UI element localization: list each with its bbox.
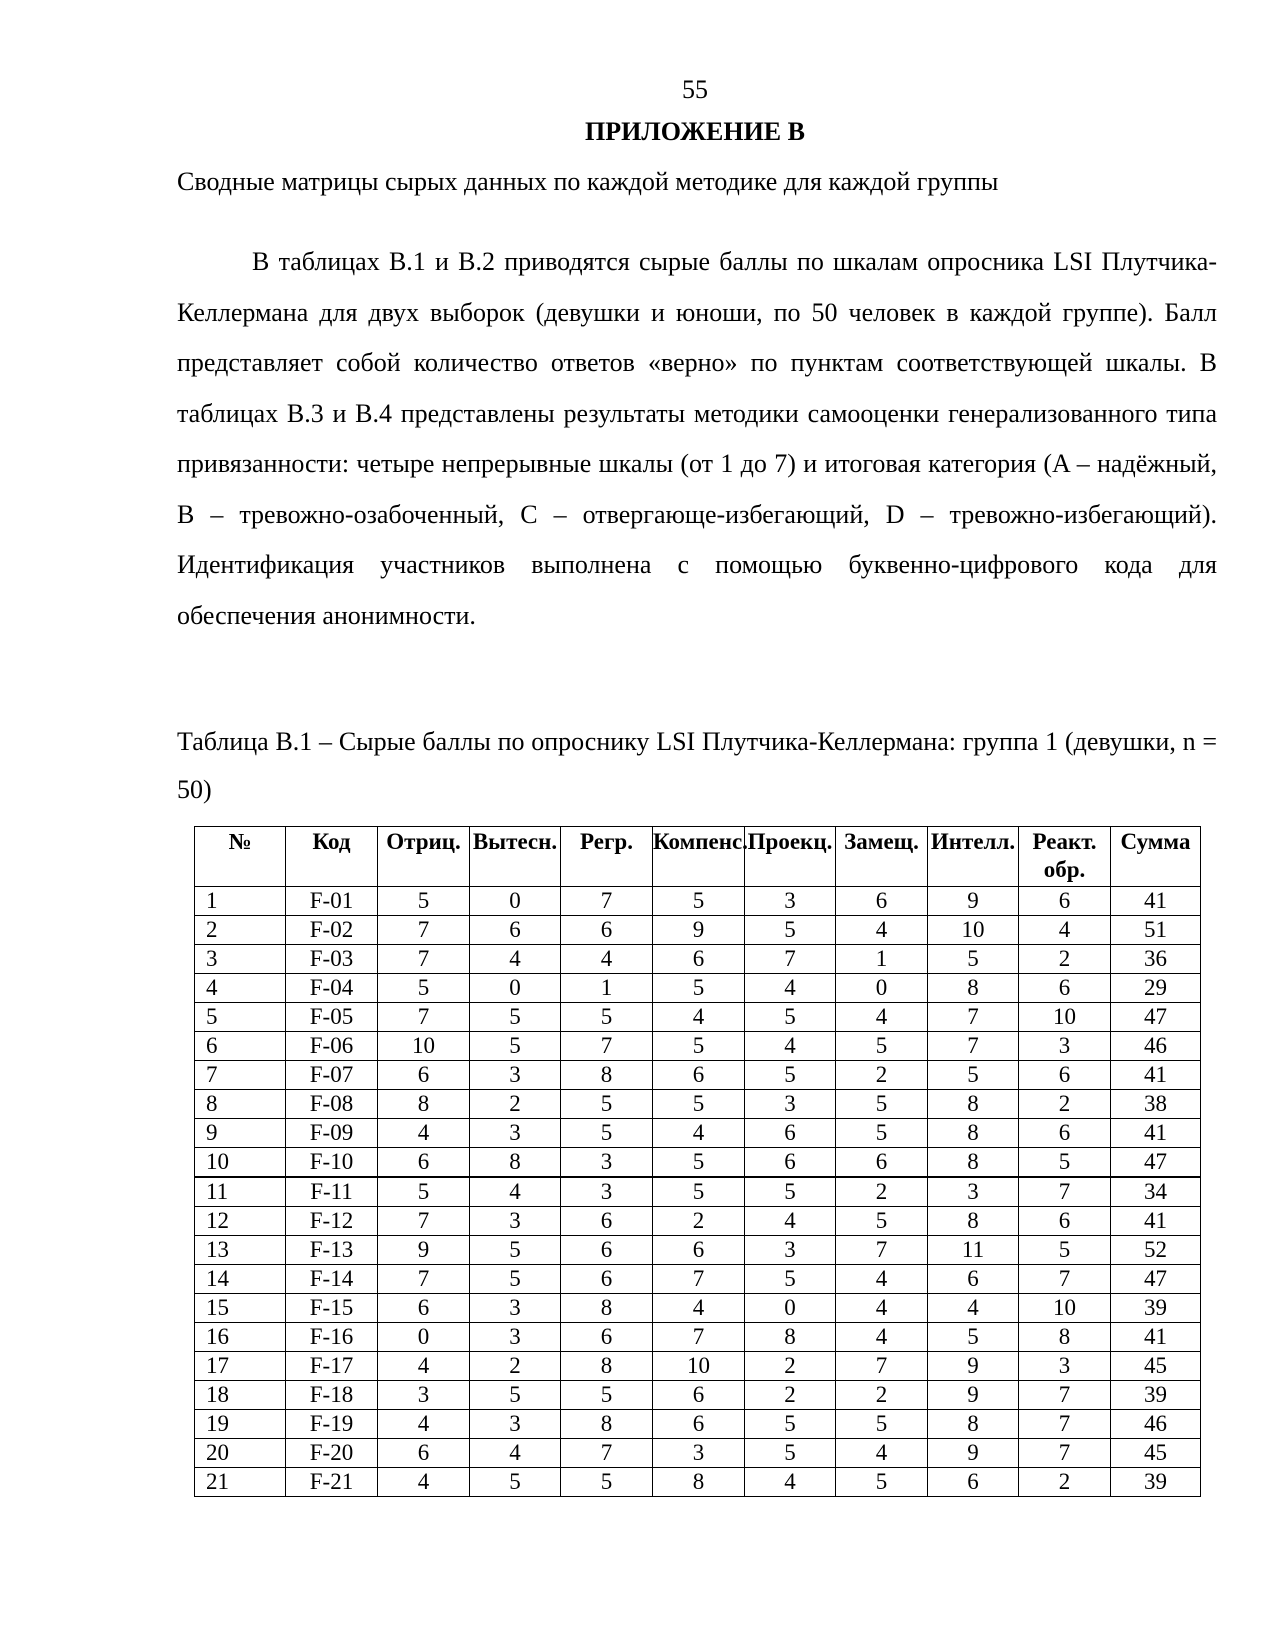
table-cell: 7: [1019, 1439, 1111, 1468]
col-header-intellectualization: Интелл.: [928, 827, 1019, 887]
table-cell: 16: [195, 1323, 286, 1352]
table-cell: 3: [1019, 1032, 1111, 1061]
col-header-repression: Вытесн.: [470, 827, 561, 887]
table-cell: 8: [561, 1294, 653, 1323]
table-cell: 8: [928, 1119, 1019, 1148]
table-cell: 6: [470, 916, 561, 945]
table-cell: 5: [195, 1003, 286, 1032]
table-cell: 6: [1019, 1119, 1111, 1148]
table-cell: 2: [836, 1177, 928, 1207]
table-cell: 0: [378, 1323, 470, 1352]
table-cell: 6: [653, 1236, 745, 1265]
table-row: [195, 1439, 1201, 1468]
table-cell: 5: [470, 1265, 561, 1294]
table-cell: 7: [1019, 1381, 1111, 1410]
table-cell: 5: [928, 945, 1019, 974]
table-cell: 4: [745, 1032, 836, 1061]
table-cell: 17: [195, 1352, 286, 1381]
table-cell: 39: [1111, 1294, 1201, 1323]
col-header-sum: Сумма: [1111, 827, 1201, 887]
table-cell: 4: [378, 1119, 470, 1148]
col-header-projection: Проекц.: [745, 827, 836, 887]
col-header-compensation: Компенс.: [653, 827, 745, 887]
table-cell: 8: [928, 1207, 1019, 1236]
table-row: [195, 1090, 1201, 1119]
table-cell: 7: [836, 1236, 928, 1265]
table-cell: 9: [928, 1439, 1019, 1468]
table-cell: 1: [561, 974, 653, 1003]
table-cell: 6: [378, 1439, 470, 1468]
table-cell: 2: [1019, 945, 1111, 974]
table-cell: 3: [470, 1294, 561, 1323]
table-cell: 3: [470, 1410, 561, 1439]
table-cell: 8: [195, 1090, 286, 1119]
table-cell: 10: [378, 1032, 470, 1061]
table-cell: F-03: [286, 945, 378, 974]
table-cell: 5: [836, 1410, 928, 1439]
table-row: [195, 887, 1201, 916]
table-cell: 10: [1019, 1294, 1111, 1323]
table-row: [195, 1119, 1201, 1148]
table-cell: 5: [745, 1061, 836, 1090]
table-cell: 45: [1111, 1439, 1201, 1468]
table-cell: 7: [195, 1061, 286, 1090]
table-cell: 4: [836, 1294, 928, 1323]
table-cell: 5: [653, 1090, 745, 1119]
table-row: [195, 916, 1201, 945]
table-row: [195, 1265, 1201, 1294]
table-cell: 8: [928, 974, 1019, 1003]
table-cell: 41: [1111, 1061, 1201, 1090]
table-cell: 4: [653, 1003, 745, 1032]
table-cell: 45: [1111, 1352, 1201, 1381]
table-cell: 5: [745, 1177, 836, 1207]
table-cell: 5: [470, 1003, 561, 1032]
table-cell: 2: [1019, 1090, 1111, 1119]
table-cell: 3: [1019, 1352, 1111, 1381]
table-cell: 9: [195, 1119, 286, 1148]
table-cell: 5: [836, 1032, 928, 1061]
intro-paragraph: В таблицах В.1 и В.2 приводятся сырые баллы по шкалам опросника LSI Плутчика-Келлермана для двух выборок (девушки и юноши, по 50 человек в каждой группе). Балл представляет собой количество ответов «верно» по пунктам соответствующей шкалы. В таблицах В.3 и В.4 представлены результаты методики самооценки генерализованного типа привязанности: четыре непрерывные шкалы (от 1 до 7) и итоговая категория (A – надёжный, B – тревожно-озабоченный, C – отвергающе-избегающий, D – тревожно-избегающий). Идентификация участников выполнена с помощью буквенно-цифрового кода для обеспечения анонимности.: [177, 247, 1217, 630]
table-cell: 2: [195, 916, 286, 945]
table-cell: 4: [1019, 916, 1111, 945]
table-cell: 18: [195, 1381, 286, 1410]
table-cell: F-01: [286, 887, 378, 916]
col-header-denial: Отриц.: [378, 827, 470, 887]
table-cell: 6: [378, 1061, 470, 1090]
table-cell: F-08: [286, 1090, 378, 1119]
table-cell: 6: [653, 1410, 745, 1439]
table-cell: 7: [1019, 1177, 1111, 1207]
table-cell: 3: [470, 1323, 561, 1352]
table-cell: 5: [745, 916, 836, 945]
table-cell: 5: [653, 887, 745, 916]
table-cell: 20: [195, 1439, 286, 1468]
table-cell: 3: [928, 1177, 1019, 1207]
table-cell: F-17: [286, 1352, 378, 1381]
table-cell: 6: [378, 1148, 470, 1178]
table-cell: 2: [836, 1381, 928, 1410]
table-cell: 3: [561, 1148, 653, 1178]
table-cell: 3: [745, 1236, 836, 1265]
table-cell: 38: [1111, 1090, 1201, 1119]
table-cell: 4: [378, 1352, 470, 1381]
table-cell: F-06: [286, 1032, 378, 1061]
table-cell: 8: [745, 1323, 836, 1352]
table-cell: 2: [836, 1061, 928, 1090]
table-cell: 8: [561, 1352, 653, 1381]
table-cell: 39: [1111, 1381, 1201, 1410]
table-cell: 9: [378, 1236, 470, 1265]
table-cell: 5: [561, 1468, 653, 1497]
table-cell: 5: [561, 1381, 653, 1410]
table-cell: F-10: [286, 1148, 378, 1178]
table-cell: 2: [470, 1352, 561, 1381]
col-header-number: №: [195, 827, 286, 887]
table-cell: 46: [1111, 1032, 1201, 1061]
table-row: [195, 1148, 1201, 1178]
table-cell: 0: [470, 887, 561, 916]
table-cell: 5: [378, 974, 470, 1003]
col-header-code: Код: [286, 827, 378, 887]
table-cell: 12: [195, 1207, 286, 1236]
table-row: [195, 1236, 1201, 1265]
table-cell: 5: [653, 1148, 745, 1178]
table-cell: 0: [745, 1294, 836, 1323]
table-cell: 10: [1019, 1003, 1111, 1032]
table-cell: 11: [195, 1177, 286, 1207]
table-cell: 7: [378, 1207, 470, 1236]
table-cell: 5: [745, 1265, 836, 1294]
table-cell: 7: [1019, 1410, 1111, 1439]
table-cell: 6: [378, 1294, 470, 1323]
table-cell: 4: [928, 1294, 1019, 1323]
table-cell: 3: [561, 1177, 653, 1207]
table-cell: 5: [928, 1061, 1019, 1090]
table-cell: 7: [653, 1323, 745, 1352]
table-cell: 4: [378, 1410, 470, 1439]
table-cell: 4: [470, 945, 561, 974]
table-cell: F-14: [286, 1265, 378, 1294]
table-cell: 5: [470, 1381, 561, 1410]
table-caption: Таблица В.1 – Сырые баллы по опроснику LSI Плутчика-Келлермана: группа 1 (девушки, n = 50): [177, 727, 1217, 804]
table-cell: 8: [561, 1061, 653, 1090]
table-cell: 9: [928, 1352, 1019, 1381]
table-row: [195, 1207, 1201, 1236]
table-cell: 2: [653, 1207, 745, 1236]
table-cell: 4: [745, 1468, 836, 1497]
table-cell: 7: [561, 1439, 653, 1468]
table-cell: 5: [561, 1003, 653, 1032]
table-cell: 2: [745, 1352, 836, 1381]
page-number: 55: [682, 75, 708, 104]
table-cell: 5: [470, 1032, 561, 1061]
table-cell: 2: [1019, 1468, 1111, 1497]
table-cell: 6: [195, 1032, 286, 1061]
table-cell: F-12: [286, 1207, 378, 1236]
table-cell: 47: [1111, 1148, 1201, 1178]
table-cell: F-02: [286, 916, 378, 945]
table-cell: 5: [928, 1323, 1019, 1352]
table-cell: 4: [836, 1265, 928, 1294]
table-cell: 39: [1111, 1468, 1201, 1497]
table-row: [195, 1177, 1201, 1207]
table-cell: 7: [1019, 1265, 1111, 1294]
table-cell: 4: [653, 1294, 745, 1323]
table-cell: 7: [928, 1032, 1019, 1061]
table-cell: 21: [195, 1468, 286, 1497]
col-header-regression: Регр.: [561, 827, 653, 887]
table-cell: 1: [195, 887, 286, 916]
table-cell: 7: [561, 1032, 653, 1061]
table-cell: F-20: [286, 1439, 378, 1468]
table-cell: 34: [1111, 1177, 1201, 1207]
table-header-row: [195, 827, 1201, 887]
table-cell: 5: [745, 1410, 836, 1439]
table-cell: 46: [1111, 1410, 1201, 1439]
table-cell: 4: [836, 916, 928, 945]
table-row: [195, 1032, 1201, 1061]
table-cell: 1: [836, 945, 928, 974]
table-cell: F-13: [286, 1236, 378, 1265]
table-cell: 4: [836, 1439, 928, 1468]
table-cell: 36: [1111, 945, 1201, 974]
table-cell: 6: [653, 945, 745, 974]
table-cell: 4: [836, 1323, 928, 1352]
table-cell: 4: [470, 1177, 561, 1207]
table-cell: 5: [561, 1090, 653, 1119]
table-cell: 5: [1019, 1236, 1111, 1265]
table-cell: 41: [1111, 1119, 1201, 1148]
table-cell: F-19: [286, 1410, 378, 1439]
table-cell: 13: [195, 1236, 286, 1265]
table-cell: 7: [378, 1003, 470, 1032]
table-cell: 7: [378, 916, 470, 945]
table-row: [195, 1323, 1201, 1352]
table-cell: F-11: [286, 1177, 378, 1207]
table-cell: 5: [1019, 1148, 1111, 1178]
table-cell: 7: [378, 945, 470, 974]
appendix-subtitle: Сводные матрицы сырых данных по каждой методике для каждой группы: [177, 167, 999, 196]
table-cell: F-18: [286, 1381, 378, 1410]
table-cell: 6: [561, 1236, 653, 1265]
table-cell: 3: [745, 887, 836, 916]
table-cell: 7: [378, 1265, 470, 1294]
table-cell: 5: [745, 1439, 836, 1468]
table-cell: 6: [928, 1468, 1019, 1497]
table-cell: 6: [836, 1148, 928, 1178]
table-cell: 3: [195, 945, 286, 974]
table-cell: 15: [195, 1294, 286, 1323]
table-cell: 7: [836, 1352, 928, 1381]
table-cell: 3: [378, 1381, 470, 1410]
table-cell: 10: [928, 916, 1019, 945]
table-cell: 4: [745, 1207, 836, 1236]
table-row: [195, 1003, 1201, 1032]
table-cell: 4: [470, 1439, 561, 1468]
table-cell: 9: [653, 916, 745, 945]
appendix-title: ПРИЛОЖЕНИЕ В: [585, 117, 805, 146]
table-cell: 4: [745, 974, 836, 1003]
table-cell: 47: [1111, 1003, 1201, 1032]
table-cell: 5: [836, 1090, 928, 1119]
table-cell: 0: [470, 974, 561, 1003]
table-cell: 41: [1111, 1323, 1201, 1352]
table-cell: 41: [1111, 887, 1201, 916]
table-cell: 7: [745, 945, 836, 974]
table-cell: F-15: [286, 1294, 378, 1323]
table-row: [195, 945, 1201, 974]
table-cell: 6: [561, 1323, 653, 1352]
table-cell: 8: [470, 1148, 561, 1178]
table-cell: 0: [836, 974, 928, 1003]
table-cell: 6: [1019, 974, 1111, 1003]
table-cell: 8: [653, 1468, 745, 1497]
table-cell: 5: [836, 1468, 928, 1497]
table-cell: 5: [653, 1032, 745, 1061]
table-cell: 6: [745, 1119, 836, 1148]
table-cell: 4: [561, 945, 653, 974]
table-cell: 29: [1111, 974, 1201, 1003]
table-cell: 3: [745, 1090, 836, 1119]
table-cell: 8: [561, 1410, 653, 1439]
table-cell: 5: [470, 1468, 561, 1497]
table-cell: F-16: [286, 1323, 378, 1352]
table-cell: 5: [653, 974, 745, 1003]
table-cell: F-04: [286, 974, 378, 1003]
table-cell: F-07: [286, 1061, 378, 1090]
table-cell: 6: [1019, 887, 1111, 916]
col-header-displacement: Замещ.: [836, 827, 928, 887]
table-cell: 4: [378, 1468, 470, 1497]
table-cell: 9: [928, 1381, 1019, 1410]
table-cell: 52: [1111, 1236, 1201, 1265]
table-cell: 4: [653, 1119, 745, 1148]
table-row: [195, 1381, 1201, 1410]
table-cell: 2: [745, 1381, 836, 1410]
table-cell: 5: [836, 1207, 928, 1236]
table-row: [195, 1352, 1201, 1381]
table-cell: 6: [928, 1265, 1019, 1294]
table-cell: F-05: [286, 1003, 378, 1032]
table-cell: 6: [836, 887, 928, 916]
table-cell: 5: [470, 1236, 561, 1265]
table-cell: 41: [1111, 1207, 1201, 1236]
table-cell: 5: [378, 887, 470, 916]
table-cell: 6: [745, 1148, 836, 1178]
table-cell: 6: [1019, 1061, 1111, 1090]
table-cell: 6: [653, 1061, 745, 1090]
table-cell: 47: [1111, 1265, 1201, 1294]
table-cell: 3: [470, 1061, 561, 1090]
table-cell: 3: [470, 1207, 561, 1236]
table-cell: 8: [928, 1410, 1019, 1439]
table-cell: 6: [561, 1265, 653, 1294]
table-cell: 10: [653, 1352, 745, 1381]
table-cell: 5: [561, 1119, 653, 1148]
table-cell: 8: [1019, 1323, 1111, 1352]
table-cell: 7: [561, 887, 653, 916]
table-body: [195, 887, 1201, 1497]
table-cell: F-21: [286, 1468, 378, 1497]
table-cell: 2: [470, 1090, 561, 1119]
table-row: [195, 974, 1201, 1003]
table-cell: 7: [928, 1003, 1019, 1032]
table-cell: 6: [653, 1381, 745, 1410]
table-cell: 5: [378, 1177, 470, 1207]
table-cell: 8: [928, 1090, 1019, 1119]
table-cell: 19: [195, 1410, 286, 1439]
table-cell: 5: [836, 1119, 928, 1148]
table-cell: 6: [561, 916, 653, 945]
table-cell: 6: [1019, 1207, 1111, 1236]
table-cell: 10: [195, 1148, 286, 1178]
table-cell: 8: [378, 1090, 470, 1119]
table-cell: 11: [928, 1236, 1019, 1265]
table-cell: 7: [653, 1265, 745, 1294]
table-cell: F-09: [286, 1119, 378, 1148]
table-cell: 3: [470, 1119, 561, 1148]
raw-scores-table: [194, 826, 1201, 1497]
table-cell: 5: [653, 1177, 745, 1207]
table-cell: 4: [836, 1003, 928, 1032]
table-row: [195, 1061, 1201, 1090]
table-cell: 4: [195, 974, 286, 1003]
table-cell: 14: [195, 1265, 286, 1294]
table-row: [195, 1410, 1201, 1439]
table-cell: 9: [928, 887, 1019, 916]
table-cell: 51: [1111, 916, 1201, 945]
col-header-reaction-formation: Реакт. обр.: [1019, 827, 1111, 887]
table-row: [195, 1294, 1201, 1323]
table-cell: 3: [653, 1439, 745, 1468]
table-cell: 6: [561, 1207, 653, 1236]
table-cell: 8: [928, 1148, 1019, 1178]
table-cell: 5: [745, 1003, 836, 1032]
table-row: [195, 1468, 1201, 1497]
